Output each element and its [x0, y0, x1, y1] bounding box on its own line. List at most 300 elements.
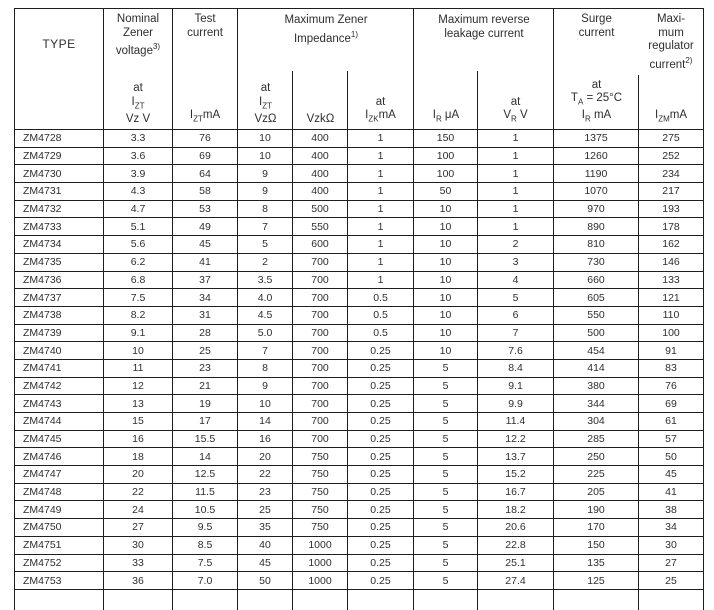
- cell-value: 1: [478, 130, 554, 147]
- cell-value: 33: [104, 555, 173, 572]
- cell-value: 380: [554, 378, 639, 395]
- cell-value: 605: [554, 289, 639, 306]
- cell-value: 83: [665, 362, 677, 375]
- cell-value: 25: [173, 342, 238, 359]
- cell-value: 700: [293, 307, 348, 324]
- cell-value: 730: [554, 254, 639, 271]
- cell-value: 890: [554, 218, 639, 235]
- cell-value: 58: [173, 183, 238, 200]
- cell-value: 10: [414, 342, 478, 359]
- cell-value: 304: [554, 413, 639, 430]
- surge-conditions: at $T_A = 25^\circ C$ $I_R$ mA: [570, 78, 623, 124]
- cell-value: 10.5: [173, 501, 238, 518]
- cell-value: 4: [478, 272, 554, 289]
- cell-value: 5: [414, 537, 478, 554]
- cell-empty: [348, 590, 414, 610]
- header-surge-current: [554, 9, 639, 129]
- cell-type: ZM4750: [15, 519, 104, 536]
- cell-value: 0.25: [348, 431, 414, 448]
- cell-value: 0.25: [348, 395, 414, 412]
- cell-value: 49: [173, 218, 238, 235]
- cell-value: 38: [665, 503, 677, 516]
- cell-value: 0.25: [348, 572, 414, 589]
- cell-value: 5: [414, 484, 478, 501]
- cell-value: 1: [348, 201, 414, 218]
- cell-value: 700: [293, 289, 348, 306]
- cell-value: 1: [348, 236, 414, 253]
- cell-value: 700: [293, 360, 348, 377]
- cell-value: 500: [293, 201, 348, 218]
- cell-type: ZM4733: [15, 218, 104, 235]
- cell-value: 25: [665, 574, 677, 587]
- cell-value: 0.5: [348, 325, 414, 342]
- cell-value: 3.3: [104, 130, 173, 147]
- cell-value: 5.6: [104, 236, 173, 253]
- cell-value: 1: [478, 218, 554, 235]
- cell-value: 1: [478, 165, 554, 182]
- cell-value: 16.7: [478, 484, 554, 501]
- header-nominal-zener-voltage: [104, 9, 173, 129]
- cell-value: 750: [293, 484, 348, 501]
- cell-value: 700: [293, 325, 348, 342]
- cell-value: 1: [348, 272, 414, 289]
- surge-title: Surge current: [578, 13, 615, 39]
- cell-value: 9.1: [104, 325, 173, 342]
- cell-value: 750: [293, 501, 348, 518]
- cell-value: 7.5: [104, 289, 173, 306]
- table-row: [15, 148, 703, 166]
- cell-value: 0.25: [348, 484, 414, 501]
- cell-value: 18.2: [478, 501, 554, 518]
- cell-value: 0.25: [348, 448, 414, 465]
- column-divider: [292, 71, 293, 129]
- cell-value: 550: [554, 307, 639, 324]
- cell-value: 0.25: [348, 413, 414, 430]
- header-vr: at $V_R$ V: [478, 9, 554, 129]
- cell-value: 76: [665, 379, 677, 392]
- cell-value: 15.2: [478, 466, 554, 483]
- cell-type: ZM4739: [15, 325, 104, 342]
- cell-value: 69: [665, 397, 677, 410]
- table-row: [15, 519, 703, 537]
- cell-value: 250: [554, 448, 639, 465]
- cell-value: 37: [173, 272, 238, 289]
- cell-value: 10: [414, 307, 478, 324]
- cell-value: 5: [414, 431, 478, 448]
- table-row: [15, 572, 703, 590]
- cell-value: 2: [478, 236, 554, 253]
- cell-value: 9: [238, 183, 293, 200]
- cell-value: 400: [293, 130, 348, 147]
- cell-value: 7: [238, 218, 293, 235]
- cell-value: 20: [104, 466, 173, 483]
- cell-type: ZM4752: [15, 555, 104, 572]
- cell-value: 500: [554, 325, 639, 342]
- cell-value: 133: [662, 273, 680, 286]
- cell-value: 700: [293, 413, 348, 430]
- cell-type: ZM4745: [15, 431, 104, 448]
- nominal-conditions: at $I_{ZT}$ Vz V: [125, 82, 151, 125]
- cell-value: 4.5: [238, 307, 293, 324]
- cell-value: 8.5: [173, 537, 238, 554]
- cell-value: 193: [662, 203, 680, 216]
- cell-value: 5: [414, 360, 478, 377]
- column-divider: [638, 75, 639, 129]
- cell-value: 9.5: [173, 519, 238, 536]
- cell-value: 14: [238, 413, 293, 430]
- cell-type: ZM4736: [15, 272, 104, 289]
- cell-value: 10: [414, 254, 478, 271]
- cell-value: 252: [662, 150, 680, 163]
- cell-type: ZM4740: [15, 342, 104, 359]
- cell-value: 18: [104, 448, 173, 465]
- cell-value: 10: [414, 236, 478, 253]
- cell-value: 40: [238, 537, 293, 554]
- cell-value: 750: [293, 519, 348, 536]
- cell-value: 57: [665, 433, 677, 446]
- cell-value: 34: [665, 521, 677, 534]
- table-body: [15, 130, 703, 610]
- cell-value: 19: [173, 395, 238, 412]
- cell-value: 5: [414, 501, 478, 518]
- cell-value: 9.1: [478, 378, 554, 395]
- table-row: [15, 537, 703, 555]
- cell-value: 0.5: [348, 307, 414, 324]
- cell-value: 11.4: [478, 413, 554, 430]
- cell-value: 3: [478, 254, 554, 271]
- cell-value: 31: [173, 307, 238, 324]
- cell-value: 14: [173, 448, 238, 465]
- cell-value: 7.6: [478, 342, 554, 359]
- nominal-title: Nominal Zener voltage$^{3)}$: [115, 13, 161, 57]
- cell-value: 121: [662, 291, 680, 304]
- cell-value: 9.9: [478, 395, 554, 412]
- cell-value: 13.7: [478, 448, 554, 465]
- cell-value: 10: [238, 148, 293, 165]
- table-row: [15, 431, 703, 449]
- cell-value: 4.3: [104, 183, 173, 200]
- cell-value: 27: [104, 519, 173, 536]
- cell-value: 5.0: [238, 325, 293, 342]
- cell-value: 7: [238, 342, 293, 359]
- cell-empty: [478, 590, 554, 610]
- cell-value: 5: [414, 448, 478, 465]
- cell-value: 36: [104, 572, 173, 589]
- cell-value: 1: [348, 130, 414, 147]
- table-row: [15, 201, 703, 219]
- cell-value: 414: [554, 360, 639, 377]
- cell-value: 600: [293, 236, 348, 253]
- cell-value: 50: [238, 572, 293, 589]
- test-current-title: Test current: [187, 13, 223, 39]
- cell-value: 700: [293, 378, 348, 395]
- table-row: [15, 466, 703, 484]
- cell-value: 0.25: [348, 378, 414, 395]
- cell-value: 10: [414, 289, 478, 306]
- cell-value: 178: [662, 220, 680, 233]
- cell-value: 15.5: [173, 431, 238, 448]
- table-row-partial: [15, 590, 703, 610]
- header-max-regulator-current: [639, 9, 703, 129]
- table-row: [15, 501, 703, 519]
- cell-value: 9: [238, 378, 293, 395]
- table-row: [15, 307, 703, 325]
- table-row: [15, 395, 703, 413]
- cell-value: 700: [293, 272, 348, 289]
- cell-type: ZM4746: [15, 448, 104, 465]
- cell-value: 3.5: [238, 272, 293, 289]
- cell-value: 12: [104, 378, 173, 395]
- cell-value: 0.25: [348, 501, 414, 518]
- cell-value: 16: [238, 431, 293, 448]
- cell-value: 700: [293, 342, 348, 359]
- cell-value: 45: [173, 236, 238, 253]
- table-row: [15, 448, 703, 466]
- cell-value: 205: [554, 484, 639, 501]
- cell-value: 1: [348, 254, 414, 271]
- cell-value: 91: [665, 344, 677, 357]
- cell-value: 61: [665, 415, 677, 428]
- cell-value: 41: [173, 254, 238, 271]
- cell-value: 100: [662, 326, 680, 339]
- cell-value: 6.8: [104, 272, 173, 289]
- cell-type: ZM4748: [15, 484, 104, 501]
- cell-value: 11.5: [173, 484, 238, 501]
- group-title-max-zener-impedance: Maximum Zener Impedance$^{1)}$: [284, 14, 368, 45]
- cell-value: 1260: [554, 148, 639, 165]
- cell-value: 700: [293, 431, 348, 448]
- header-vzk-ohm: VzkΩ: [306, 112, 335, 125]
- cell-value: 750: [293, 466, 348, 483]
- cell-value: 41: [665, 486, 677, 499]
- cell-value: 5: [414, 413, 478, 430]
- cell-value: 1: [478, 148, 554, 165]
- cell-value: 170: [554, 519, 639, 536]
- cell-value: 400: [293, 165, 348, 182]
- cell-value: 7.0: [173, 572, 238, 589]
- cell-value: 1: [348, 165, 414, 182]
- cell-empty: [639, 590, 703, 610]
- cell-value: 17: [173, 413, 238, 430]
- cell-type: ZM4744: [15, 413, 104, 430]
- cell-empty: [414, 590, 478, 610]
- datasheet-table: [14, 8, 704, 610]
- cell-value: 10: [104, 342, 173, 359]
- cell-value: 146: [662, 256, 680, 269]
- cell-value: 1190: [554, 165, 639, 182]
- cell-empty: [173, 590, 238, 610]
- cell-value: 234: [662, 167, 680, 180]
- cell-value: 50: [665, 450, 677, 463]
- cell-value: 27.4: [478, 572, 554, 589]
- cell-value: 22: [104, 484, 173, 501]
- cell-type: ZM4753: [15, 572, 104, 589]
- cell-value: 30: [104, 537, 173, 554]
- header-type: [15, 9, 104, 129]
- cell-value: 190: [554, 501, 639, 518]
- cell-value: 2: [238, 254, 293, 271]
- cell-value: 10: [414, 201, 478, 218]
- cell-value: 217: [662, 185, 680, 198]
- table-row: [15, 236, 703, 254]
- header-test-current: [173, 9, 238, 129]
- cell-value: 6: [478, 307, 554, 324]
- cell-value: 7: [478, 325, 554, 342]
- cell-value: 27: [665, 556, 677, 569]
- cell-value: 28: [173, 325, 238, 342]
- cell-value: 125: [554, 572, 639, 589]
- cell-value: 1: [348, 148, 414, 165]
- cell-value: 10: [238, 395, 293, 412]
- cell-value: 5: [414, 395, 478, 412]
- cell-value: 550: [293, 218, 348, 235]
- cell-value: 25: [238, 501, 293, 518]
- cell-value: 750: [293, 448, 348, 465]
- cell-value: 150: [414, 130, 478, 147]
- cell-value: 12.2: [478, 431, 554, 448]
- cell-value: 10: [414, 272, 478, 289]
- cell-value: 700: [293, 254, 348, 271]
- cell-empty: [15, 590, 104, 610]
- cell-value: 1: [478, 183, 554, 200]
- cell-value: 810: [554, 236, 639, 253]
- cell-type: ZM4738: [15, 307, 104, 324]
- cell-value: 5: [414, 572, 478, 589]
- cell-value: 285: [554, 431, 639, 448]
- cell-value: 45: [238, 555, 293, 572]
- cell-value: 400: [293, 183, 348, 200]
- table-row: [15, 378, 703, 396]
- cell-value: 225: [554, 466, 639, 483]
- table-row: [15, 183, 703, 201]
- cell-value: 5.1: [104, 218, 173, 235]
- cell-value: 700: [293, 395, 348, 412]
- table-row: [15, 484, 703, 502]
- cell-value: 6.2: [104, 254, 173, 271]
- cell-value: 21: [173, 378, 238, 395]
- cell-value: 5: [414, 519, 478, 536]
- table-row: [15, 218, 703, 236]
- cell-value: 110: [662, 309, 680, 322]
- cell-value: 23: [173, 360, 238, 377]
- cell-value: 1: [348, 218, 414, 235]
- cell-value: 20.6: [478, 519, 554, 536]
- cell-type: ZM4732: [15, 201, 104, 218]
- cell-value: 970: [554, 201, 639, 218]
- cell-type: ZM4737: [15, 289, 104, 306]
- cell-value: 5: [238, 236, 293, 253]
- cell-value: 30: [665, 539, 677, 552]
- cell-value: 9: [238, 165, 293, 182]
- column-divider: [477, 71, 478, 129]
- cell-value: 10: [414, 218, 478, 235]
- cell-value: 8: [238, 201, 293, 218]
- cell-value: 11: [104, 360, 173, 377]
- izm-symbol: $I_{ZM}mA$: [654, 109, 687, 124]
- cell-value: 5: [414, 555, 478, 572]
- cell-type: ZM4729: [15, 148, 104, 165]
- cell-type: ZM4741: [15, 360, 104, 377]
- cell-value: 1070: [554, 183, 639, 200]
- cell-value: 5: [478, 289, 554, 306]
- cell-value: 8: [238, 360, 293, 377]
- cell-value: 5: [414, 466, 478, 483]
- cell-value: 454: [554, 342, 639, 359]
- cell-empty: [293, 590, 348, 610]
- izm-title: Maxi- mum regulator current$^{2)}$: [648, 13, 694, 71]
- cell-value: 344: [554, 395, 639, 412]
- cell-value: 1000: [293, 572, 348, 589]
- cell-value: 0.5: [348, 289, 414, 306]
- table-row: [15, 325, 703, 343]
- cell-value: 0.25: [348, 555, 414, 572]
- cell-value: 10: [238, 130, 293, 147]
- cell-value: 4.7: [104, 201, 173, 218]
- cell-value: 23: [238, 484, 293, 501]
- cell-type: ZM4742: [15, 378, 104, 395]
- cell-value: 64: [173, 165, 238, 182]
- cell-value: 10: [414, 325, 478, 342]
- cell-value: 162: [662, 238, 680, 251]
- header-ir-microamp: $I_R$ μA: [432, 109, 460, 124]
- cell-value: 0.25: [348, 466, 414, 483]
- cell-value: 20: [238, 448, 293, 465]
- cell-value: 150: [554, 537, 639, 554]
- cell-type: ZM4731: [15, 183, 104, 200]
- cell-value: 69: [173, 148, 238, 165]
- table-row: [15, 289, 703, 307]
- cell-type: ZM4751: [15, 537, 104, 554]
- cell-value: 660: [554, 272, 639, 289]
- cell-value: 24: [104, 501, 173, 518]
- cell-value: 22: [238, 466, 293, 483]
- table-row: [15, 272, 703, 290]
- table-row: [15, 413, 703, 431]
- cell-value: 34: [173, 289, 238, 306]
- cell-value: 1: [348, 183, 414, 200]
- cell-value: 45: [665, 468, 677, 481]
- cell-value: 76: [173, 130, 238, 147]
- group-title-max-reverse-leakage: Maximum reverse leakage current: [438, 14, 530, 40]
- cell-value: 1: [478, 201, 554, 218]
- cell-type: ZM4743: [15, 395, 104, 412]
- cell-value: 5: [414, 378, 478, 395]
- cell-empty: [238, 590, 293, 610]
- cell-value: 3.6: [104, 148, 173, 165]
- cell-value: 53: [173, 201, 238, 218]
- cell-empty: [554, 590, 639, 610]
- header-type-label: TYPE: [42, 37, 76, 52]
- cell-value: 22.8: [478, 537, 554, 554]
- cell-value: 400: [293, 148, 348, 165]
- table-row: [15, 360, 703, 378]
- cell-value: 0.25: [348, 519, 414, 536]
- cell-value: 25.1: [478, 555, 554, 572]
- table-row: [15, 555, 703, 573]
- column-divider: [347, 71, 348, 129]
- cell-value: 4.0: [238, 289, 293, 306]
- table-row: [15, 165, 703, 183]
- cell-value: 3.9: [104, 165, 173, 182]
- cell-type: ZM4747: [15, 466, 104, 483]
- cell-type: ZM4749: [15, 501, 104, 518]
- cell-value: 50: [414, 183, 478, 200]
- cell-value: 0.25: [348, 537, 414, 554]
- cell-type: ZM4734: [15, 236, 104, 253]
- cell-value: 0.25: [348, 342, 414, 359]
- table-row: [15, 130, 703, 148]
- cell-type: ZM4728: [15, 130, 104, 147]
